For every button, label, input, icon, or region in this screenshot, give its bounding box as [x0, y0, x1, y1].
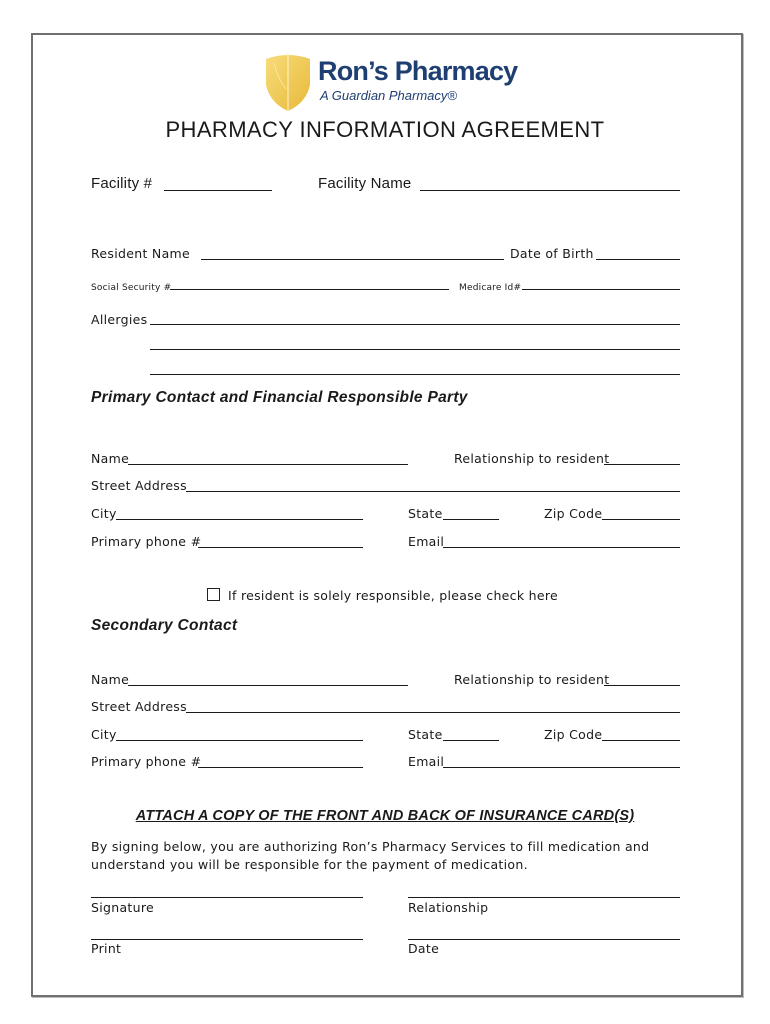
secondary-contact-heading: Secondary Contact	[91, 617, 238, 634]
secondary-zip-label: Zip Code	[544, 727, 603, 742]
secondary-state-label: State	[408, 727, 443, 742]
signature-field[interactable]	[91, 897, 363, 898]
print-label: Print	[91, 941, 122, 956]
primary-city-label: City	[91, 506, 117, 521]
resident-name-label: Resident Name	[91, 246, 190, 261]
secondary-name-field[interactable]	[128, 685, 408, 686]
facility-number-field[interactable]	[164, 190, 272, 191]
solely-responsible-checkbox[interactable]	[207, 588, 220, 601]
facility-number-label: Facility #	[91, 175, 153, 192]
brand-tagline: A Guardian Pharmacy®	[320, 88, 457, 103]
allergies-field-line-1[interactable]	[150, 324, 680, 325]
primary-contact-heading: Primary Contact and Financial Responsible Party	[91, 389, 468, 406]
insurance-card-notice: ATTACH A COPY OF THE FRONT AND BACK OF INSURANCE CARD(S)	[135, 808, 635, 824]
secondary-city-label: City	[91, 727, 117, 742]
primary-state-label: State	[408, 506, 443, 521]
dob-label: Date of Birth	[510, 246, 594, 261]
solely-responsible-label: If resident is solely responsible, please check here	[228, 588, 559, 603]
primary-street-label: Street Address	[91, 478, 187, 493]
allergies-field-line-2[interactable]	[150, 349, 680, 350]
ssn-field[interactable]	[170, 289, 449, 290]
facility-name-label: Facility Name	[318, 175, 412, 192]
primary-zip-field[interactable]	[602, 519, 680, 520]
secondary-email-field[interactable]	[443, 767, 680, 768]
primary-name-label: Name	[91, 451, 130, 466]
primary-email-label: Email	[408, 534, 445, 549]
signature-label: Signature	[91, 900, 155, 915]
secondary-zip-field[interactable]	[602, 740, 680, 741]
page-title: PHARMACY INFORMATION AGREEMENT	[165, 117, 605, 142]
allergies-field-line-3[interactable]	[150, 374, 680, 375]
secondary-street-label: Street Address	[91, 699, 187, 714]
secondary-phone-label: Primary phone #	[91, 754, 202, 769]
primary-city-field[interactable]	[116, 519, 363, 520]
date-field[interactable]	[408, 939, 680, 940]
dob-field[interactable]	[596, 259, 680, 260]
medicare-label: Medicare Id#	[459, 283, 522, 293]
primary-relationship-label: Relationship to resident	[454, 451, 610, 466]
facility-name-field[interactable]	[420, 190, 680, 191]
brand-name: Ron’s Pharmacy	[318, 56, 518, 86]
secondary-state-field[interactable]	[443, 740, 499, 741]
secondary-street-field[interactable]	[186, 712, 680, 713]
primary-phone-field[interactable]	[198, 547, 363, 548]
shield-logo-icon	[260, 49, 316, 113]
medicare-field[interactable]	[522, 289, 680, 290]
primary-name-field[interactable]	[128, 464, 408, 465]
relationship-signature-label: Relationship	[408, 900, 489, 915]
primary-state-field[interactable]	[443, 519, 499, 520]
secondary-name-label: Name	[91, 672, 130, 687]
primary-zip-label: Zip Code	[544, 506, 603, 521]
primary-email-field[interactable]	[443, 547, 680, 548]
primary-phone-label: Primary phone #	[91, 534, 202, 549]
ssn-label: Social Security #	[91, 283, 172, 293]
secondary-phone-field[interactable]	[198, 767, 363, 768]
primary-street-field[interactable]	[186, 491, 680, 492]
secondary-relationship-label: Relationship to resident	[454, 672, 610, 687]
date-label: Date	[408, 941, 440, 956]
agreement-text: By signing below, you are authorizing Ron’s Pharmacy Services to fill medication and understand you will be responsible for the payment of medication.	[91, 839, 650, 872]
relationship-signature-field[interactable]	[408, 897, 680, 898]
resident-name-field[interactable]	[201, 259, 504, 260]
secondary-city-field[interactable]	[116, 740, 363, 741]
allergies-label: Allergies	[91, 312, 148, 327]
print-name-field[interactable]	[91, 939, 363, 940]
secondary-relationship-field[interactable]	[604, 685, 680, 686]
primary-relationship-field[interactable]	[604, 464, 680, 465]
secondary-email-label: Email	[408, 754, 445, 769]
